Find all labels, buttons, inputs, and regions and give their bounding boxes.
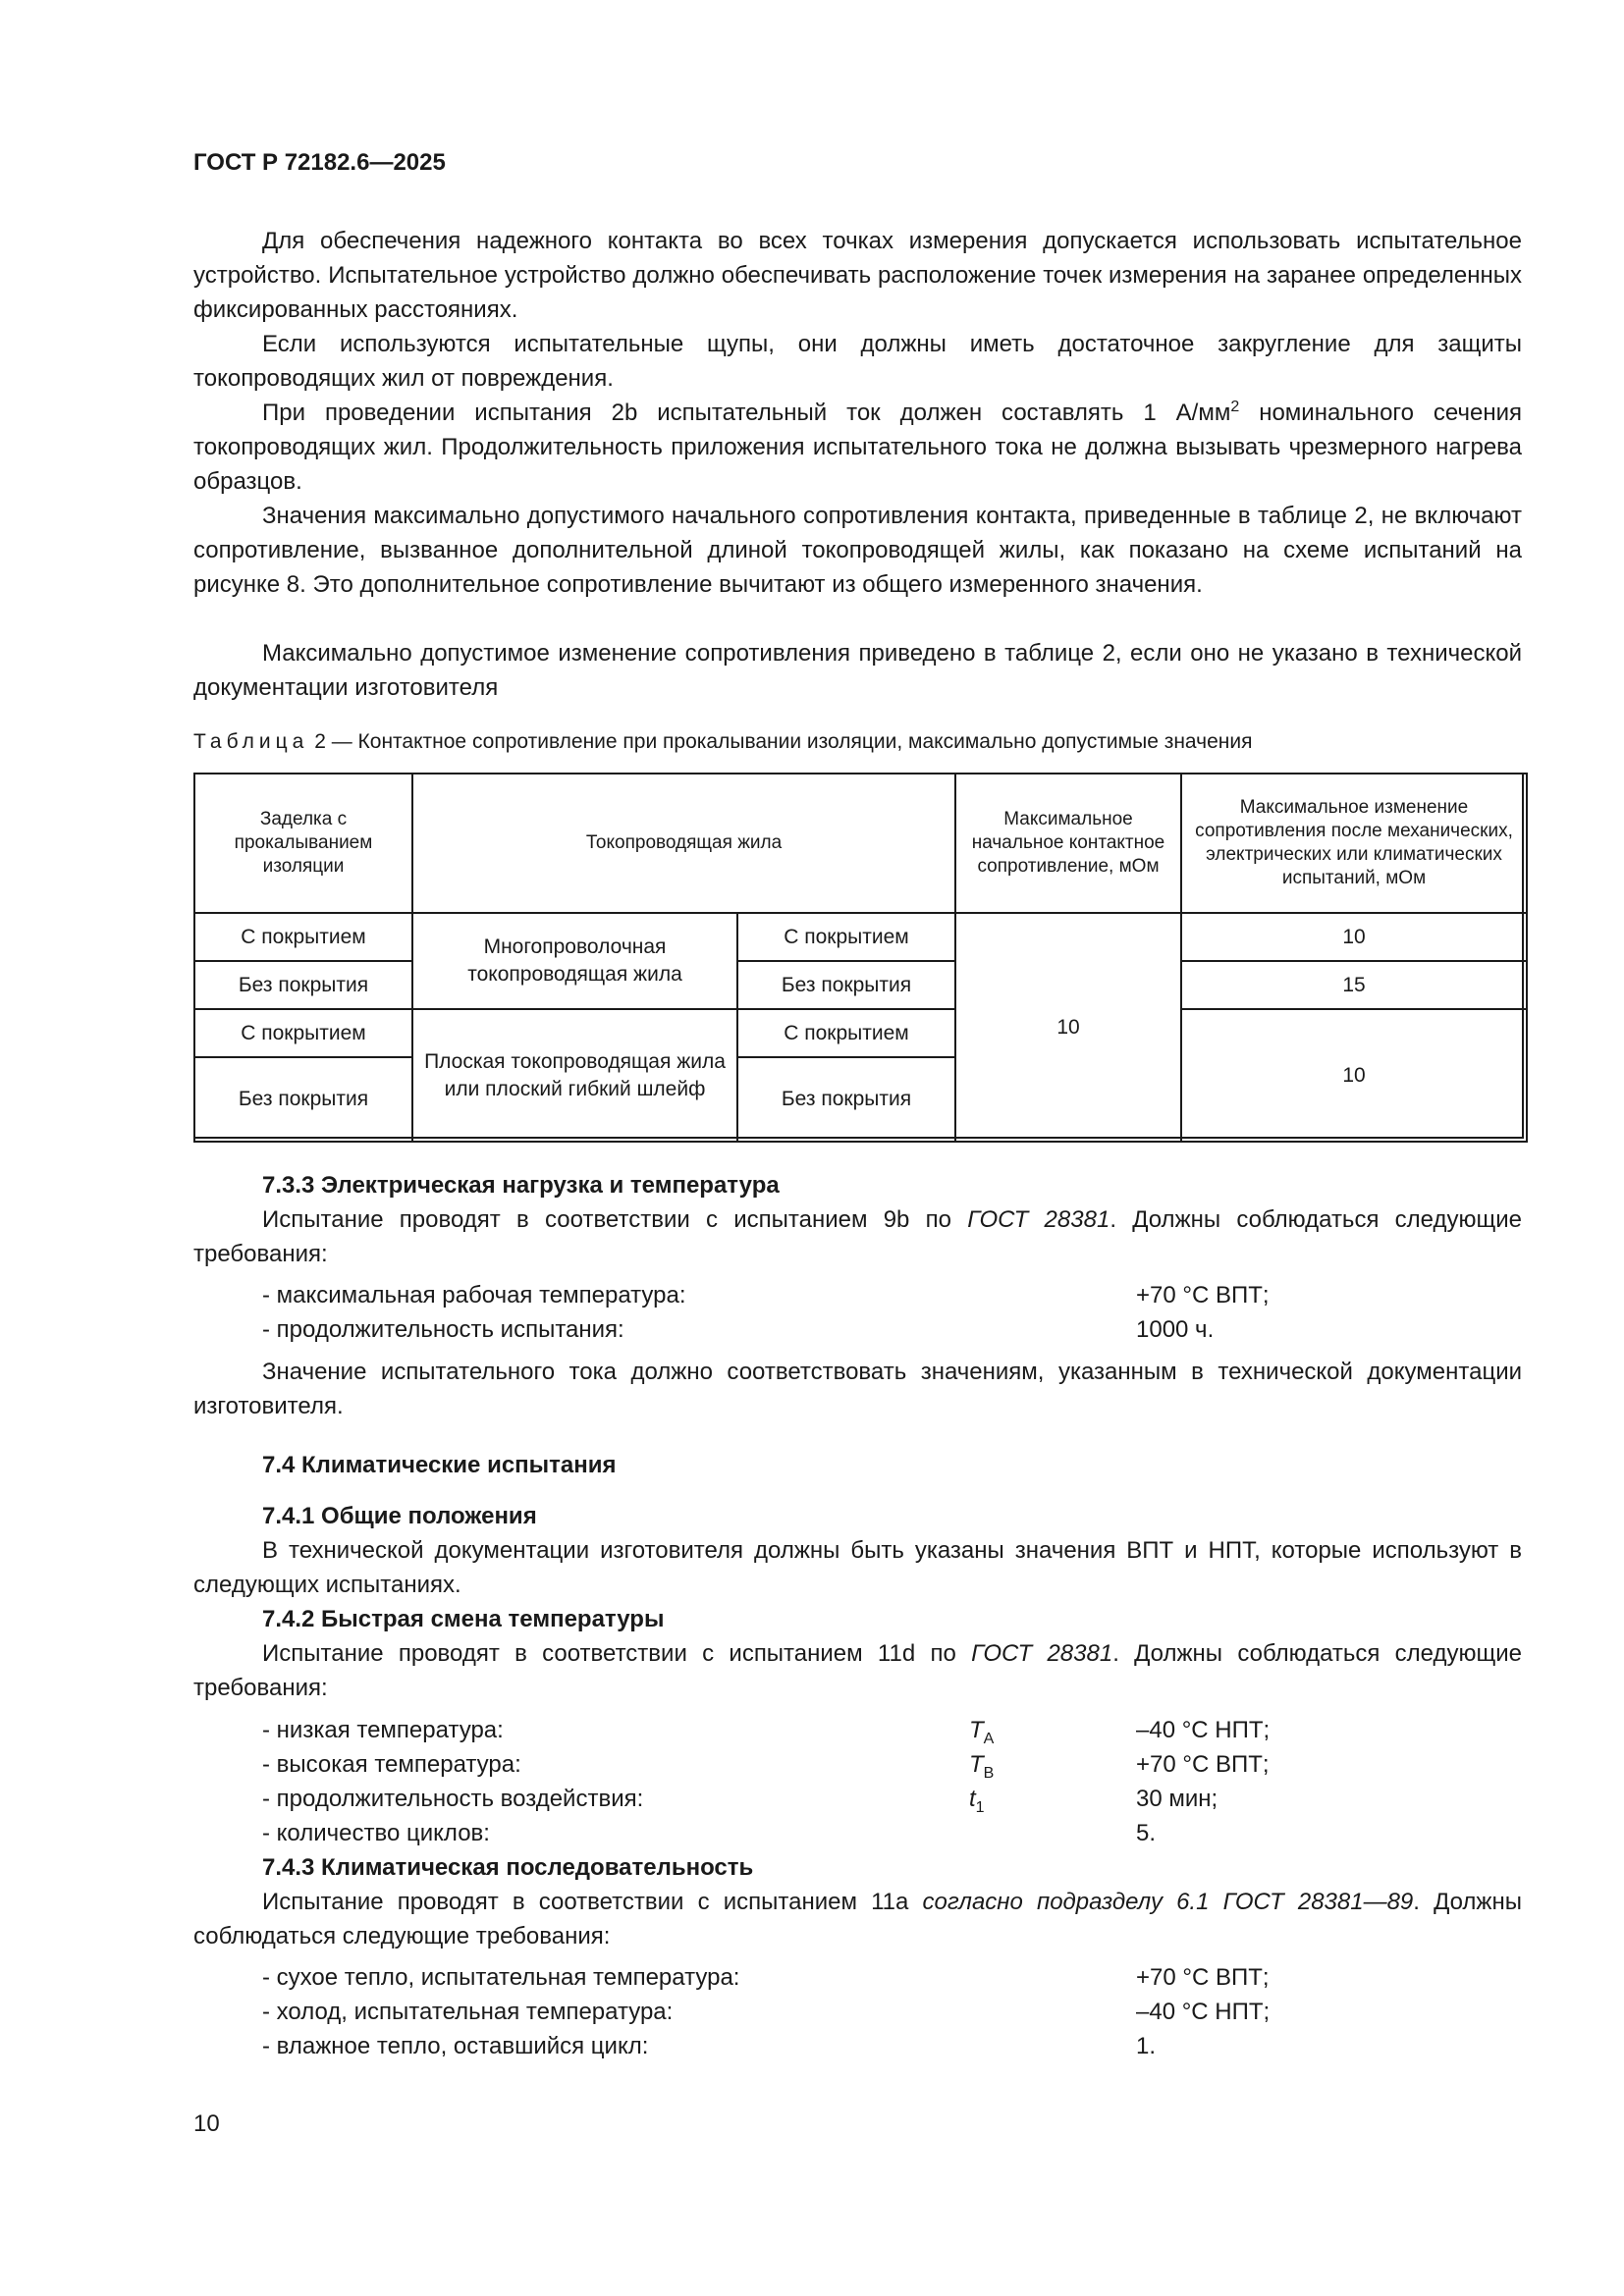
header-resistance-change: Максимальное изменение сопротивления после механических, электрических или климатических испытаний, мОм	[1180, 773, 1528, 914]
contact-resistance-table	[193, 773, 1524, 1139]
requirement-symbol: $T_B$	[969, 1751, 995, 1782]
section-heading-7-4: 7.4 Климатические испытания	[262, 1452, 617, 1478]
paragraph-7-3-3: Испытание проводят в соответствии с испытанием 9b по ГОСТ 28381. Должны соблюдаться следующие требования:	[193, 1206, 1523, 1267]
paragraph-test-probes: Если используются испытательные щупы, они должны иметь достаточное закругление для защиты токопроводящих жил от повреждения.	[193, 331, 1522, 392]
table-cell-coating: С покрытием	[736, 912, 956, 962]
requirement-value: +70 °С ВПТ;	[1136, 1282, 1270, 1308]
requirement-symbol: $t_1$	[969, 1786, 985, 1816]
requirement-label: - холод, испытательная температура:	[262, 1999, 674, 2025]
requirement-value: 5.	[1136, 1820, 1157, 1846]
requirement-label: - высокая температура:	[262, 1751, 521, 1778]
table-cell-conductor-stranded: Многопроволочная токопроводящая жила	[411, 912, 738, 1010]
header-initial-resistance: Максимальное начальное контактное сопротивление, мОм	[954, 773, 1182, 914]
paragraph-test-current-note: Значение испытательного тока должно соответствовать значениям, указанным в технической документации изготовителя.	[193, 1359, 1522, 1419]
document-header: ГОСТ Р 72182.6—2025	[193, 149, 446, 176]
requirement-value: 30 мин;	[1136, 1786, 1218, 1812]
table-cell-coating: Без покрытия	[736, 960, 956, 1010]
page-number: 10	[193, 2110, 220, 2137]
requirement-label: - продолжительность воздействия:	[262, 1786, 644, 1812]
paragraph-7-4-2: Испытание проводят в соответствии с испытанием 11d по ГОСТ 28381. Должны соблюдаться следующие требования:	[193, 1640, 1523, 1701]
table-cell-resistance-change: 10	[1180, 1008, 1528, 1143]
paragraph-test-device: Для обеспечения надежного контакта во всех точках измерения допускается использовать испытательное устройство. Испытательное устройство должно обеспечивать расположение точек измерения на заранее определенных фиксированных расстояниях.	[193, 228, 1522, 323]
table-cell-termination: Без покрытия	[193, 960, 413, 1010]
table-cell-resistance-change: 10	[1180, 912, 1528, 962]
requirement-value: +70 °С ВПТ;	[1136, 1751, 1270, 1778]
paragraph-initial-resistance: Значения максимально допустимого начального сопротивления контакта, приведенные в таблице 2, не включают сопротивление, вызванное дополнительной длиной токопроводящей жилы, как показано на схеме испытаний на рисунке 8. Это дополнительное сопротивление вычитают из общего измеренного значения.	[193, 503, 1522, 598]
paragraph-test-current: При проведении испытания 2b испытательный ток должен составлять 1 $А/мм^2$ номинального сечения токопроводящих жил. Продолжительность приложения испытательного тока не должна вызывать чрезмерного нагрева образцов.	[193, 399, 1522, 495]
requirement-value: 1.	[1136, 2033, 1157, 2059]
header-termination: Заделка с прокалыванием изоляции	[193, 773, 413, 914]
requirement-label: - низкая температура:	[262, 1717, 504, 1743]
table-caption: Таблица 2 — Контактное сопротивление при прокалывании изоляции, максимально допустимые значения	[193, 730, 1253, 753]
paragraph-resistance-change: Максимально допустимое изменение сопротивления приведено в таблице 2, если оно не указано в технической документации изготовителя	[193, 640, 1522, 701]
table-cell-conductor-flat: Плоская токопроводящая жила или плоский гибкий шлейф	[411, 1008, 738, 1143]
requirement-label: - влажное тепло, оставшийся цикл:	[262, 2033, 649, 2059]
requirement-label: - максимальная рабочая температура:	[262, 1282, 686, 1308]
section-heading-7-3-3: 7.3.3 Электрическая нагрузка и температура	[262, 1172, 780, 1199]
table-cell-termination: С покрытием	[193, 912, 413, 962]
requirement-label: - сухое тепло, испытательная температура:	[262, 1964, 740, 1991]
table-cell-coating: С покрытием	[736, 1008, 956, 1058]
requirement-value: 1000 ч.	[1136, 1316, 1215, 1343]
section-heading-7-4-1: 7.4.1 Общие положения	[262, 1503, 537, 1529]
table-cell-resistance-change: 15	[1180, 960, 1528, 1010]
section-heading-7-4-2: 7.4.2 Быстрая смена температуры	[262, 1606, 665, 1632]
header-conductor: Токопроводящая жила	[411, 773, 956, 914]
requirement-label: - количество циклов:	[262, 1820, 490, 1846]
requirement-label: - продолжительность испытания:	[262, 1316, 624, 1343]
table-cell-termination: С покрытием	[193, 1008, 413, 1058]
paragraph-7-4-1: В технической документации изготовителя должны быть указаны значения ВПТ и НПТ, которые используют в следующих испытаниях.	[193, 1537, 1522, 1598]
requirement-value: –40 °С НПТ;	[1136, 1999, 1271, 2025]
table-cell-termination: Без покрытия	[193, 1056, 413, 1143]
table-cell-initial-resistance: 10	[954, 912, 1182, 1143]
section-heading-7-4-3: 7.4.3 Климатическая последовательность	[262, 1854, 754, 1881]
requirement-symbol: $T_A$	[969, 1717, 995, 1747]
requirement-value: –40 °С НПТ;	[1136, 1717, 1271, 1743]
requirement-value: +70 °С ВПТ;	[1136, 1964, 1270, 1991]
paragraph-7-4-3: Испытание проводят в соответствии с испытанием 11а согласно подразделу 6.1 ГОСТ 28381—89. Должны соблюдаться следующие требования:	[193, 1889, 1522, 1949]
table-cell-coating: Без покрытия	[736, 1056, 956, 1143]
